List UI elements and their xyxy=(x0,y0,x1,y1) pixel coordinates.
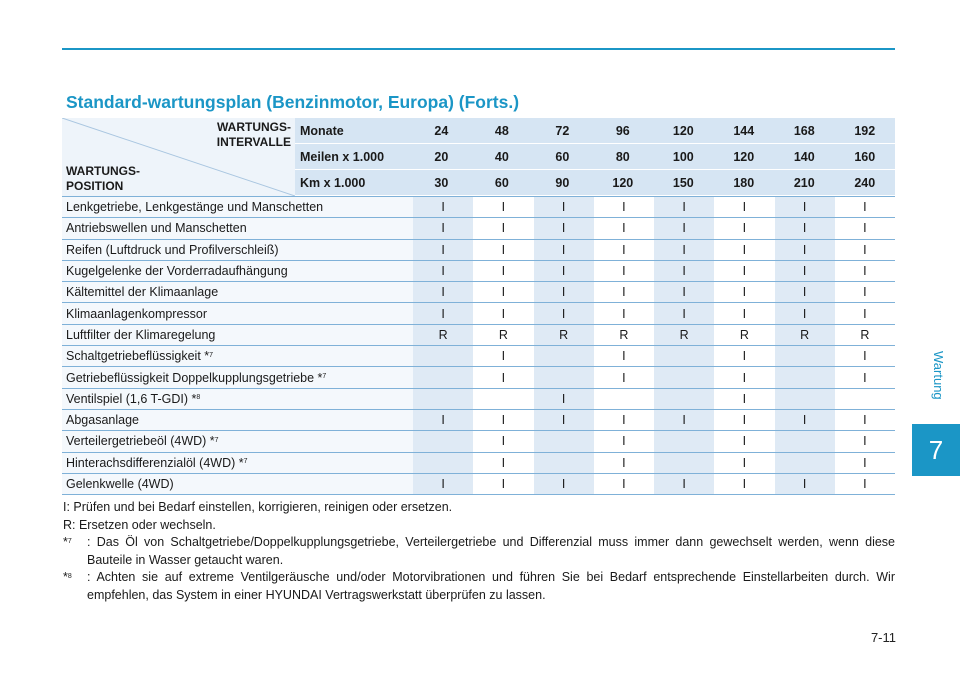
row-cell xyxy=(413,389,473,409)
row-cell xyxy=(534,367,594,387)
table-row xyxy=(62,453,895,474)
header-cell: 48 xyxy=(472,118,532,144)
row-cell xyxy=(473,389,533,409)
row-cell: I xyxy=(534,303,594,323)
row-cell: I xyxy=(413,282,473,302)
row-footnote-ref: 7 xyxy=(243,458,248,466)
row-cell: R xyxy=(413,325,473,345)
row-cell xyxy=(654,431,714,451)
row-cell: R xyxy=(835,325,895,345)
header-row-label: Monate xyxy=(295,118,411,144)
row-label-text: Ventilspiel (1,6 T-GDI) * xyxy=(66,391,197,406)
table-header xyxy=(62,118,895,196)
row-cell xyxy=(534,431,594,451)
row-cell xyxy=(413,367,473,387)
row-label-text: Schaltgetriebeflüssigkeit * xyxy=(66,349,210,364)
row-cell xyxy=(534,346,594,366)
row-cell: I xyxy=(594,474,654,494)
row-label xyxy=(62,474,413,494)
row-cell: I xyxy=(413,303,473,323)
row-cell: I xyxy=(473,346,533,366)
row-cell: I xyxy=(654,282,714,302)
row-cell: I xyxy=(714,410,774,430)
table-row xyxy=(62,303,895,324)
note-r: R: Ersetzen oder wechseln. xyxy=(63,517,216,532)
table-row xyxy=(62,410,895,431)
row-label-text: Hinterachsdifferenzialöl (4WD) * xyxy=(66,455,244,470)
row-cell: I xyxy=(775,474,835,494)
row-cell: I xyxy=(534,197,594,217)
row-cell: I xyxy=(714,367,774,387)
header-row-label: Km x 1.000 xyxy=(295,170,411,196)
section-title: Standard-wartungsplan (Benzinmotor, Europa) (Forts.) xyxy=(66,92,520,112)
footnote-8 xyxy=(63,569,895,604)
row-cell: I xyxy=(714,474,774,494)
row-label xyxy=(62,240,413,260)
row-cell: I xyxy=(775,282,835,302)
row-label xyxy=(62,282,413,302)
row-label-text: Gelenkwelle (4WD) xyxy=(66,477,174,491)
row-label-text: Lenkgetriebe, Lenkgestänge und Manschetten xyxy=(66,200,324,215)
row-cell: I xyxy=(835,303,895,323)
row-cell: I xyxy=(594,453,654,473)
row-cell: I xyxy=(714,346,774,366)
row-cell xyxy=(775,431,835,451)
corner-top-line-2: INTERVALLE xyxy=(216,135,291,149)
top-rule xyxy=(62,48,895,50)
header-cell: 72 xyxy=(532,118,592,144)
row-label-text: Klimaanlagenkompressor xyxy=(66,306,208,321)
row-cell: I xyxy=(594,261,654,281)
row-cell: I xyxy=(835,197,895,217)
row-cell: I xyxy=(714,261,774,281)
header-cell: 168 xyxy=(774,118,834,144)
chapter-tab: 7 xyxy=(912,424,960,476)
row-label xyxy=(62,261,413,281)
row-cell: I xyxy=(654,261,714,281)
row-label-text: Kugelgelenke der Vorderradaufhängung xyxy=(66,264,288,279)
row-label xyxy=(62,431,413,451)
row-cell: I xyxy=(714,282,774,302)
row-cell xyxy=(534,453,594,473)
row-cell: I xyxy=(714,218,774,238)
row-cell: I xyxy=(775,240,835,260)
header-cell: 24 xyxy=(411,118,471,144)
header-row xyxy=(295,170,895,196)
page-number: 7-11 xyxy=(870,630,896,645)
row-cell xyxy=(775,389,835,409)
row-cell: I xyxy=(473,240,533,260)
table-row xyxy=(62,240,895,261)
row-cell: I xyxy=(473,261,533,281)
row-label-text: Reifen (Luftdruck und Profilverschleiß) xyxy=(66,242,279,257)
row-cell: I xyxy=(413,261,473,281)
row-cell: I xyxy=(714,303,774,323)
row-cell: I xyxy=(835,453,895,473)
header-cell: 150 xyxy=(653,170,713,196)
row-cell: I xyxy=(714,431,774,451)
row-cell: R xyxy=(534,325,594,345)
header-cell: 180 xyxy=(714,170,774,196)
row-cell: I xyxy=(594,282,654,302)
row-cell: I xyxy=(534,218,594,238)
row-cell: I xyxy=(594,410,654,430)
row-cell: I xyxy=(413,474,473,494)
row-cell xyxy=(835,389,895,409)
row-label xyxy=(62,389,413,409)
row-cell: R xyxy=(594,325,654,345)
corner-top-line-1: WARTUNGS- xyxy=(217,120,291,134)
row-cell: I xyxy=(714,389,774,409)
row-cell: I xyxy=(654,240,714,260)
row-cell: I xyxy=(413,197,473,217)
row-cell: I xyxy=(473,197,533,217)
row-cell: I xyxy=(534,474,594,494)
header-cell: 140 xyxy=(774,144,834,170)
row-label-text: Luftfilter der Klimaregelung xyxy=(66,327,216,342)
table-row xyxy=(62,218,895,239)
row-cell: I xyxy=(473,282,533,302)
header-cell: 120 xyxy=(593,170,653,196)
row-cell: I xyxy=(775,303,835,323)
row-cell: I xyxy=(594,431,654,451)
chapter-side-label: Wartung xyxy=(931,350,946,400)
row-cell xyxy=(413,453,473,473)
header-cell: 60 xyxy=(532,144,592,170)
footnote-8-text: : Achten sie auf extreme Ventilgeräusche und/oder Motorvibrationen und führen Sie bei Bedarf entsprechende Einstellarbeiten durch. Wir empfehlen, das System in einer HYUNDAI Vertragswerkstatt überprüfen zu lassen. xyxy=(87,570,895,602)
row-cell xyxy=(775,367,835,387)
header-cell: 100 xyxy=(653,144,713,170)
row-cell: I xyxy=(835,240,895,260)
row-footnote-ref: 8 xyxy=(196,394,201,402)
header-cell: 90 xyxy=(532,170,592,196)
row-label-text: Antriebswellen und Manschetten xyxy=(66,221,247,236)
corner-intervals-label xyxy=(217,120,291,150)
header-cell: 160 xyxy=(835,144,895,170)
table-body xyxy=(62,196,895,495)
row-cell: I xyxy=(473,218,533,238)
row-footnote-ref: 7 xyxy=(322,373,327,381)
row-cell: I xyxy=(835,410,895,430)
row-label xyxy=(62,410,413,430)
row-label-text: Abgasanlage xyxy=(66,413,139,428)
row-cell: I xyxy=(534,389,594,409)
row-cell: I xyxy=(594,346,654,366)
header-cell: 96 xyxy=(593,118,653,144)
row-label xyxy=(62,325,413,345)
table-row xyxy=(62,389,895,410)
row-cell: I xyxy=(654,303,714,323)
row-cell: I xyxy=(534,240,594,260)
row-label xyxy=(62,197,413,217)
header-row xyxy=(295,144,895,170)
table-row xyxy=(62,367,895,388)
row-cell: I xyxy=(714,197,774,217)
row-label-text: Getriebeflüssigkeit Doppelkupplungsgetriebe * xyxy=(66,370,323,385)
row-cell: R xyxy=(473,325,533,345)
row-cell: I xyxy=(714,240,774,260)
header-cell: 30 xyxy=(411,170,471,196)
row-cell: I xyxy=(594,367,654,387)
row-cell: I xyxy=(654,410,714,430)
row-cell: I xyxy=(473,431,533,451)
row-cell xyxy=(654,453,714,473)
row-cell: I xyxy=(473,303,533,323)
row-cell: I xyxy=(594,218,654,238)
row-cell: I xyxy=(594,303,654,323)
header-row xyxy=(295,118,895,144)
row-cell: I xyxy=(835,367,895,387)
corner-bottom-line-2: POSITION xyxy=(66,179,124,193)
row-cell: I xyxy=(775,218,835,238)
table-row xyxy=(62,325,895,346)
table-row xyxy=(62,282,895,303)
row-cell: I xyxy=(594,240,654,260)
row-cell: R xyxy=(775,325,835,345)
header-cell: 120 xyxy=(714,144,774,170)
note-i: I: Prüfen und bei Bedarf einstellen, korrigieren, reinigen oder ersetzen. xyxy=(63,500,453,514)
row-label xyxy=(62,453,413,473)
header-cell: 120 xyxy=(653,118,713,144)
row-cell xyxy=(654,346,714,366)
row-cell: I xyxy=(654,197,714,217)
row-cell xyxy=(775,453,835,473)
row-cell: I xyxy=(534,410,594,430)
row-cell xyxy=(413,346,473,366)
row-cell: I xyxy=(654,218,714,238)
row-cell: I xyxy=(413,240,473,260)
table-corner xyxy=(62,118,295,196)
row-cell: I xyxy=(775,197,835,217)
header-cell: 20 xyxy=(411,144,471,170)
row-label-text: Kältemittel der Klimaanlage xyxy=(66,285,219,300)
row-cell: I xyxy=(835,346,895,366)
row-cell xyxy=(654,367,714,387)
row-footnote-ref: 7 xyxy=(209,351,214,359)
header-cell: 80 xyxy=(593,144,653,170)
row-cell: I xyxy=(473,367,533,387)
row-cell: I xyxy=(594,197,654,217)
header-cell: 192 xyxy=(835,118,895,144)
legend-notes xyxy=(63,499,895,604)
row-cell: I xyxy=(835,282,895,302)
row-cell: I xyxy=(654,474,714,494)
row-label-text: Verteilergetriebeöl (4WD) * xyxy=(66,434,215,449)
row-cell: I xyxy=(413,218,473,238)
row-cell: I xyxy=(473,474,533,494)
header-rows xyxy=(295,118,895,196)
footnote-7 xyxy=(63,534,895,569)
row-cell: R xyxy=(654,325,714,345)
row-cell: I xyxy=(775,410,835,430)
row-cell: I xyxy=(835,218,895,238)
row-cell: I xyxy=(835,261,895,281)
row-label xyxy=(62,346,413,366)
footnote-7-marker: *$^7$ xyxy=(63,535,72,549)
header-row-label: Meilen x 1.000 xyxy=(295,144,411,170)
corner-bottom-line-1: WARTUNGS- xyxy=(66,164,140,178)
row-cell: I xyxy=(413,410,473,430)
row-label xyxy=(62,303,413,323)
row-cell xyxy=(775,346,835,366)
corner-position-label xyxy=(66,164,140,194)
row-cell: I xyxy=(714,453,774,473)
header-cell: 240 xyxy=(835,170,895,196)
row-cell: I xyxy=(473,410,533,430)
row-label xyxy=(62,367,413,387)
row-cell: I xyxy=(775,261,835,281)
table-row xyxy=(62,431,895,452)
row-cell: I xyxy=(835,431,895,451)
row-footnote-ref: 7 xyxy=(214,436,219,444)
row-cell: I xyxy=(473,453,533,473)
maintenance-table xyxy=(62,118,895,495)
table-row xyxy=(62,474,895,495)
table-row xyxy=(62,346,895,367)
row-cell xyxy=(413,431,473,451)
row-cell xyxy=(594,389,654,409)
footnote-7-text: : Das Öl von Schaltgetriebe/Doppelkupplungsgetriebe, Verteilergetriebe und Differenzial muss immer dann gewechselt werden, wenn diese Bauteile in Wasser getaucht waren. xyxy=(87,535,895,567)
row-cell: I xyxy=(835,474,895,494)
footnote-8-marker: *$^8$ xyxy=(63,570,72,584)
row-cell: R xyxy=(714,325,774,345)
table-row xyxy=(62,197,895,218)
row-label xyxy=(62,218,413,238)
header-cell: 40 xyxy=(472,144,532,170)
header-cell: 60 xyxy=(472,170,532,196)
row-cell: I xyxy=(534,261,594,281)
header-cell: 210 xyxy=(774,170,834,196)
row-cell xyxy=(654,389,714,409)
header-cell: 144 xyxy=(714,118,774,144)
row-cell: I xyxy=(534,282,594,302)
table-row xyxy=(62,261,895,282)
